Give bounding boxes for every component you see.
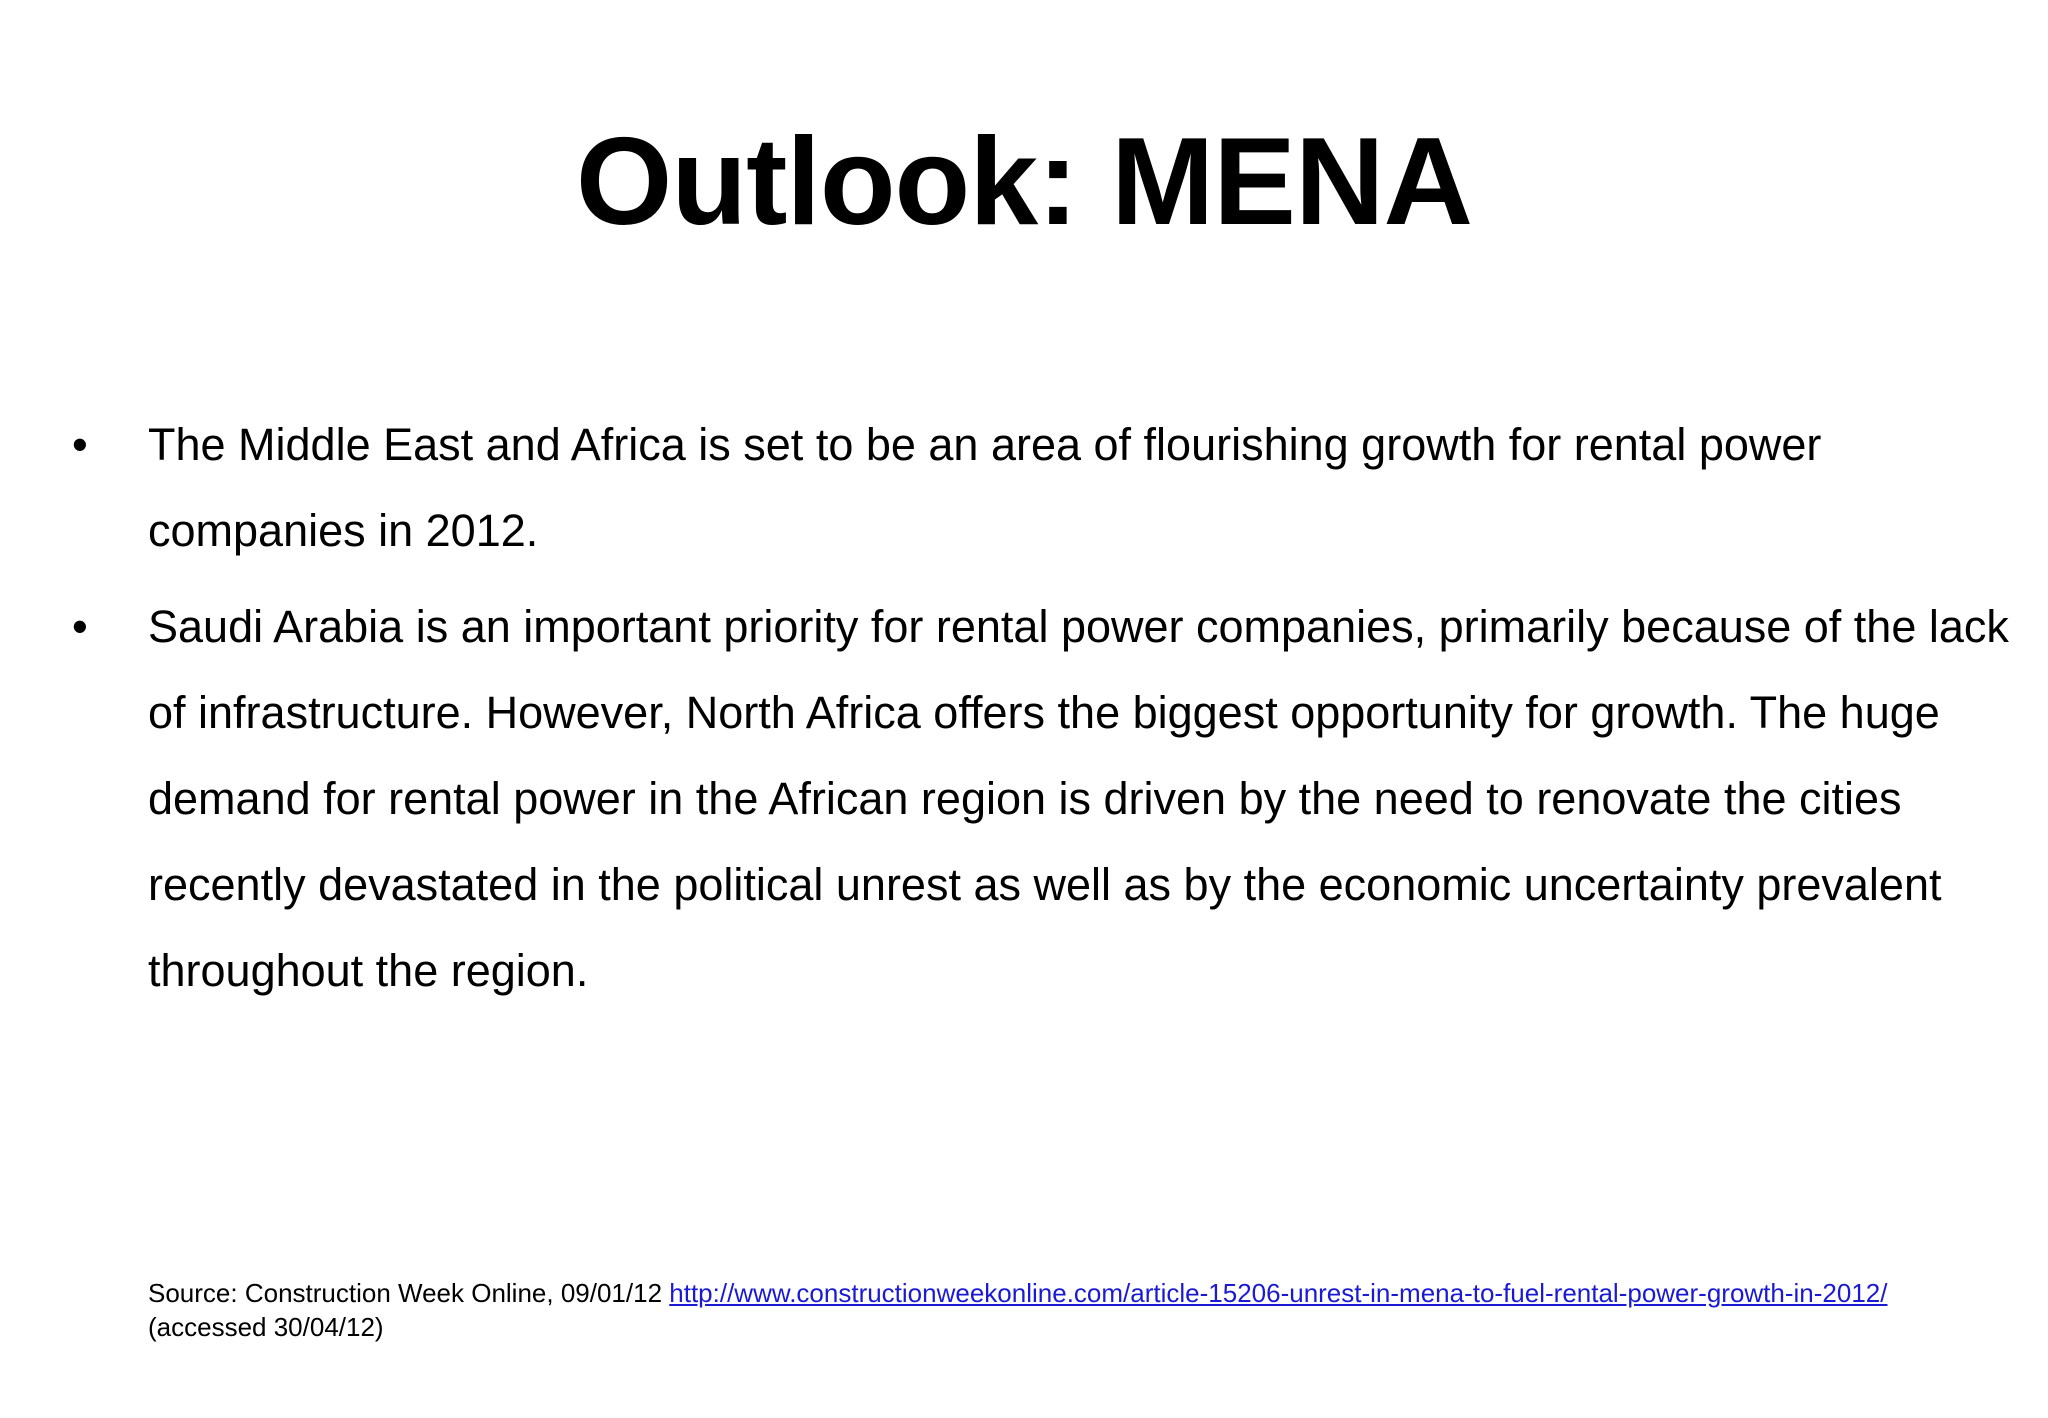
bullet-item [72,402,1972,574]
bullet-dot-icon: • [72,601,88,652]
bullet-dot-icon: • [72,419,88,470]
source-prefix: Source: Construction Week Online, 09/01/12 [148,1278,670,1308]
source-citation [148,1276,2028,1344]
source-link[interactable]: http://www.constructionweekonline.com/article-15206-unrest-in-mena-to-fuel-rental-power-growth-in-2012/ [669,1278,1888,1308]
source-accessed-date: (accessed 30/04/12) [148,1312,384,1342]
bullet-text: The Middle East and Africa is set to be an area of flourishing growth for rental power companies in 2012. [148,419,1822,556]
slide-title: Outlook: MENA [575,113,1473,251]
bullet-text: Saudi Arabia is an important priority for rental power companies, primarily because of the lack of infrastructure. However, North Africa offers the biggest opportunity for growth. The huge demand for rental power in the African region is driven by the need to renovate the cities recently devastated in the political unrest as well as by the economic uncertainty prevalent throughout the region. [148,601,2009,996]
bullet-list [72,402,2009,1014]
bullet-item [72,584,2009,1014]
